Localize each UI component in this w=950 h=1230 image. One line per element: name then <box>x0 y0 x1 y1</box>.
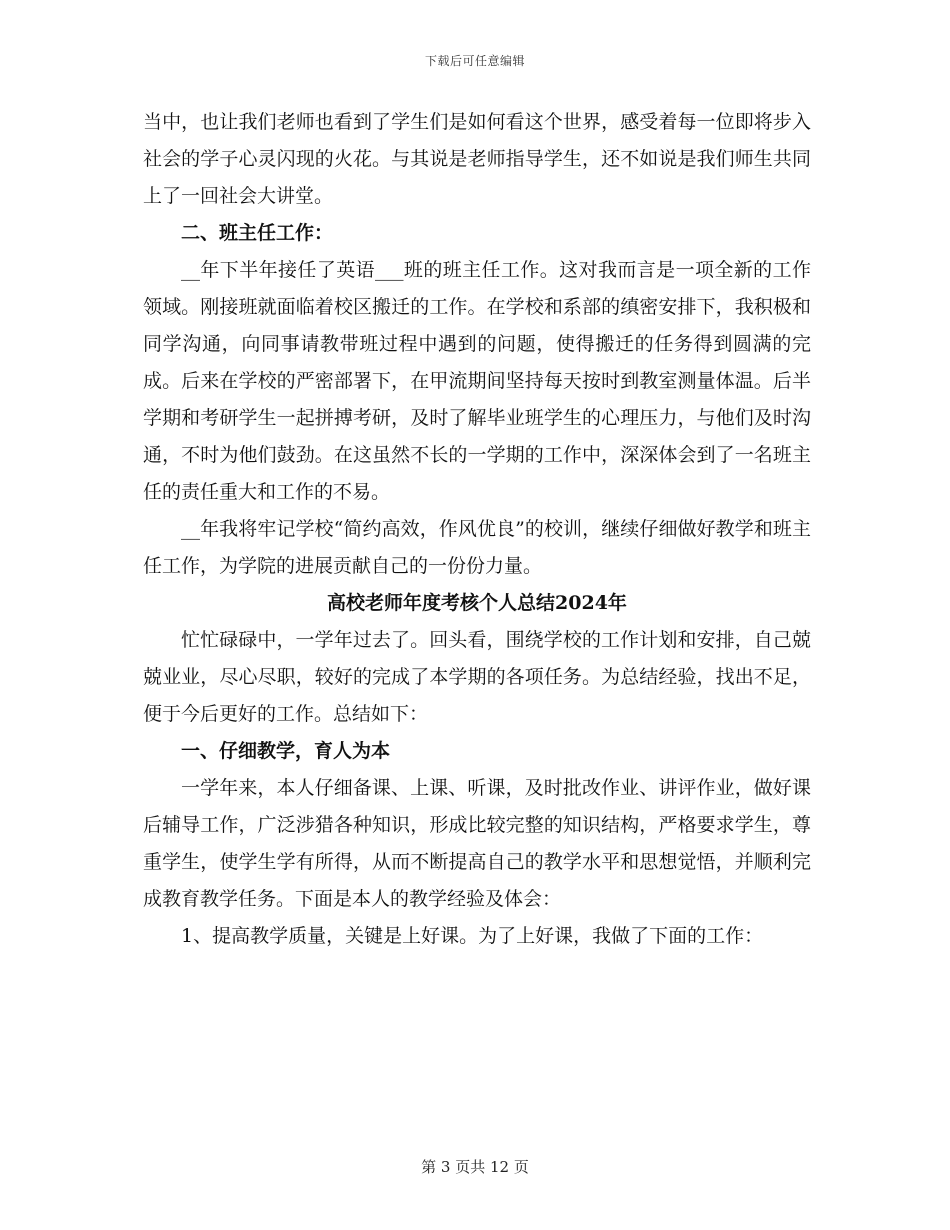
page-header: 下载后可任意编辑 <box>424 54 525 68</box>
document-body <box>143 104 811 955</box>
paragraph-future-plan: __年我将牢记学校“简约高效，作风优良”的校训，继续仔细做好教学和班主任工作，为学院的进展贡献自己的一份份力量。 <box>143 518 811 577</box>
section-heading-teaching: 一、仔细教学，育人为本 <box>181 740 391 762</box>
paragraph-class-teacher-work: __年下半年接任了英语___班的班主任工作。这对我而言是一项全新的工作领域。刚接班就面临着校区搬迁的工作。在学校和系部的缜密安排下，我积极和同学沟通，向同事请教带班过程中遇到的问题，使得搬迁的任务得到圆满的完成。后来在学校的严密部署下，在甲流期间坚持每天按时到教室测量体温。后半学期和考研学生一起拼搏考研，及时了解毕业班学生的心理压力，与他们及时沟通，不时为他们鼓劲。在这虽然不长的一学期的工作中，深深体会到了一名班主任的责任重大和工作的不易。 <box>143 259 811 503</box>
paragraph-intro: 忙忙碌碌中，一学年过去了。回头看，围绕学校的工作计划和安排，自己兢兢业业，尽心尽职，较好的完成了本学期的各项任务。为总结经验，找出不足，便于今后更好的工作。总结如下： <box>143 629 811 725</box>
paragraph-teaching: 一学年来，本人仔细备课、上课、听课，及时批改作业、讲评作业，做好课后辅导工作，广泛涉猎各种知识，形成比较完整的知识结构，严格要求学生，尊重学生，使学生学有所得，从而不断提高自己的教学水平和思想觉悟，并顺利完成教育教学任务。下面是本人的教学经验及体会： <box>143 777 811 910</box>
paragraph-item-1: 1、提高教学质量，关键是上好课。为了上好课，我做了下面的工作： <box>181 925 764 947</box>
document-title: 高校老师年度考核个人总结2024年 <box>327 592 627 614</box>
section-heading-class-teacher: 二、班主任工作： <box>181 222 334 244</box>
paragraph-continued: 当中，也让我们老师也看到了学生们是如何看这个世界，感受着每一位即将步入社会的学子心灵闪现的火花。与其说是老师指导学生，还不如说是我们师生共同上了一回社会大讲堂。 <box>143 111 811 207</box>
page-footer: 第 3 页共 12 页 <box>421 1158 529 1176</box>
